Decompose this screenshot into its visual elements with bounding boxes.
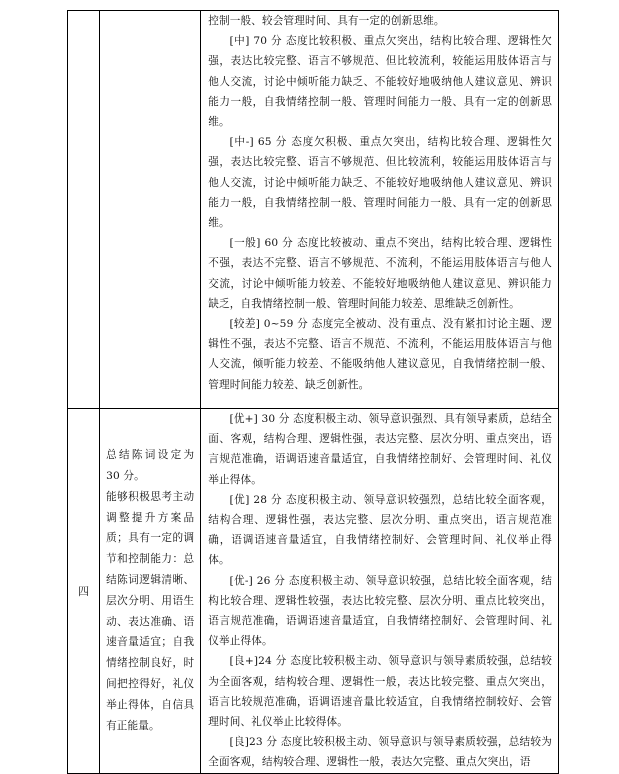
level-paragraph: [良]23 分 态度比较积极主动、领导意识与领导素质较强，总结较为全面客观，结构较合理、逻辑性一般，表达欠完整、重点欠突出，语: [208, 736, 552, 769]
level-paragraph: [一般] 60 分 态度比较被动、重点不突出，结构比较合理、逻辑性不强，表达不完整、语言不够规范、不流利，不能运用肢体语言与他人交流，讨论中倾听能力较差、不能较好地吸纳他人建议意见、辨识能力缺乏，自我情绪控制一般、管理时间能力较差、思维缺乏创新性。: [208, 237, 552, 310]
level-paragraph: [中-] 65 分 态度欠积极、重点欠突出，结构比较合理、逻辑性欠强，表达比较完整、语言不够规范、但比较流利，较能运用肢体语言与他人交流，讨论中倾听能力缺乏、不能较好地吸纳他人建议意见、辨识能力一般，自我情绪控制一般、管理时间能力一般、具有一定的创新思维。: [208, 136, 552, 230]
level-paragraph: [良+]24 分 态度比较积极主动、领导意识与领导素质较强，总结较为全面客观，结构较合理、逻辑性一般，表达比较完整、重点欠突出，语言比较规范准确，语调语速音量比较适宜，自我情绪控制较好、会管理时间、礼仪举止比较得体。: [208, 655, 552, 729]
item-number-cell: [68, 11, 100, 409]
level-paragraph: [优] 28 分 态度积极主动、领导意识较强烈，总结比较全面客观，结构合理、逻辑性强，表达完整、层次分明、重点突出，语言规范准确，语调语速音量适宜，自我情绪控制好、会管理时间、礼仪举止得体。: [208, 493, 552, 567]
criteria-cell: [100, 11, 201, 409]
level-paragraph: [优+] 30 分 态度积极主动、领导意识强烈、具有领导素质，总结全面、客观，结构合理、逻辑性强，表达完整、层次分明、重点突出，语言规范准确，语调语速音量适宜，自我情绪控制好、会管理时间、礼仪举止得体。: [208, 413, 552, 486]
level-paragraph: 控制一般、较会管理时间、具有一定的创新思维。: [208, 15, 445, 27]
level-paragraph: [中] 70 分 态度比较积极、重点欠突出，结构比较合理、逻辑性欠强，表达比较完整、语言不够规范、但比较流利，较能运用肢体语言与他人交流，讨论中倾听能力缺乏、不能较好地吸纳他人建议意见、辨识能力一般，自我情绪控制一般、管理时间能力一般、具有一定的创新思维。: [208, 35, 552, 129]
level-paragraph: [较差] 0~59 分 态度完全被动、没有重点、没有紧扣讨论主题、逻辑性不强，表达不完整、语言不规范、不流利，不能运用肢体语言与他人交流，倾听能力较差、不能吸纳他人建议意见，自我情绪控制一般、管理时间能力较差、缺乏创新性。: [208, 318, 552, 391]
criteria-text: 能够积极思考主动调整提升方案品质；具有一定的调节和控制能力：总结陈词逻辑清晰、层次分明、用语生动、表达准确、语速音量适宜；自我情绪控制良好，时间把控得好，礼仪举止得体，自信具有正能量。: [106, 490, 195, 732]
score-levels-cell: [201, 409, 559, 774]
score-levels-cell: [201, 11, 559, 409]
scoring-table-page: [67, 10, 559, 769]
criteria-cell: [100, 409, 201, 774]
table-row: [68, 409, 559, 774]
criteria-text: 总结陈词设定为 30 分。: [106, 449, 195, 483]
scoring-table: [67, 10, 559, 774]
item-number-cell: 四: [68, 409, 100, 774]
level-paragraph: [优-] 26 分 态度积极主动、领导意识较强，总结比较全面客观，结构比较合理、逻辑性较强，表达比较完整、层次分明、重点比较突出，语言规范准确，语调语速音量适宜，自我情绪控制好、会管理时间、礼仪举止得体。: [208, 574, 552, 648]
table-row: [68, 11, 559, 409]
